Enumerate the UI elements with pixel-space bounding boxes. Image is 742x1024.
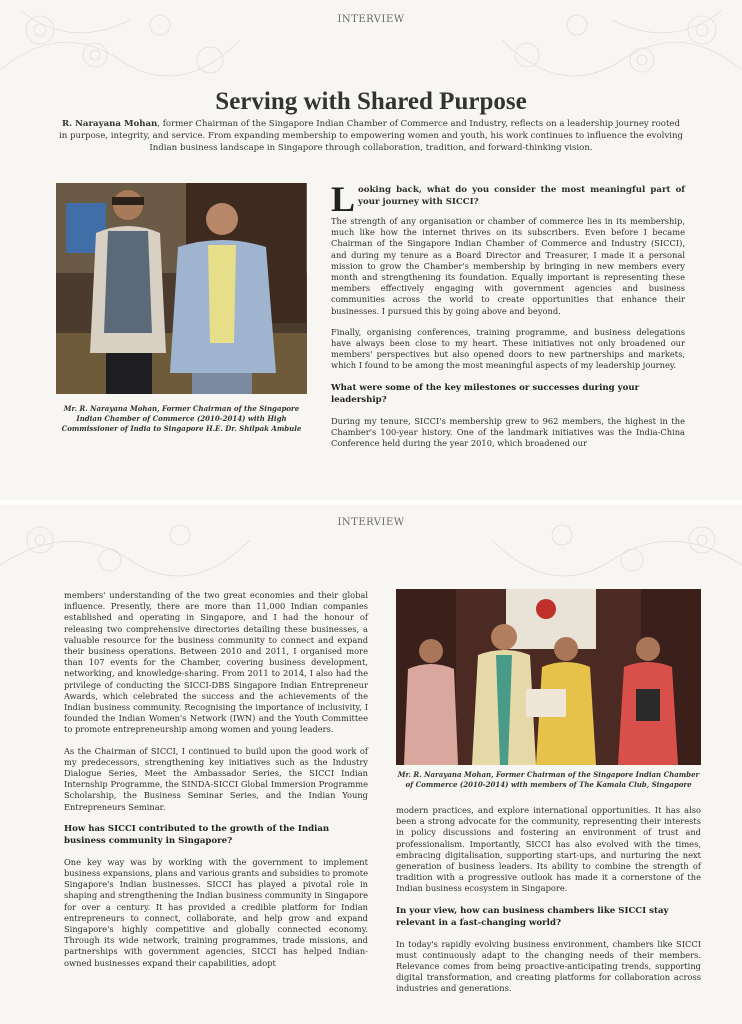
answer-paragraph: Finally, organising conferences, training programme, and business delegations have always been close to my heart. These initiatives not only broadened our members' perspectives but also opened doors to new partnerships and markets, which I found to be among the most meaningful aspects of my leadership journey.	[331, 326, 685, 371]
magazine-page-1	[0, 0, 742, 500]
drop-cap: L	[331, 179, 356, 219]
answer-paragraph: In today's rapidly evolving business environment, chambers like SICCI must continuously adapt to the changing needs of their members. Relevance comes from being proactive-anticipating trends, supporting digital transformation, and creating platforms for collaboration across industries and generations.	[396, 938, 701, 994]
answer-paragraph: As the Chairman of SICCI, I continued to build upon the good work of my predecessors, strengthening key initiatives such as the Industry Dialogue Series, Meet the Ambassador Series, the SICCI Indian Internship Programme, the SINDA-SICCI Global Immersion Programme Scholarship, the Business Seminar Series, and the Indian Young Entrepreneurs Seminar.	[64, 745, 368, 812]
intro-text: , former Chairman of the Singapore Indian Chamber of Commerce and Industry, reflects on a leadership journey rooted in purpose, integrity, and service. From expanding membership to empowering women and youth, his work continues to influence the evolving Indian business landscape in Singapore through collaboration, tradition, and forward-thinking vision.	[58, 119, 684, 153]
answer-paragraph: During my tenure, SICCI's membership grew to 962 members, the highest in the Chamber's 100-year history. One of the landmark initiatives was the India-China Conference held during the year 2010, which broadened our	[331, 415, 685, 449]
article-intro	[58, 118, 684, 154]
article-column-left	[64, 590, 368, 979]
photo-illustration	[396, 589, 701, 765]
article-column-right	[396, 805, 701, 1005]
answer-paragraph: modern practices, and explore international opportunities. It has also been a strong advocate for the community, representing their interests in policy discussions and fostering an environment of trust and professionalism. Importantly, SICCI has also evolved with the times, embracing digitalisation, supporting start-ups, and nurturing the next generation of business leaders. Its ability to combine the strength of tradition with a progressive outlook has made it a cornerstone of the Indian business ecosystem in Singapore.	[396, 805, 701, 894]
photo-chairman-with-high-commissioner	[56, 183, 307, 394]
question-3: How has SICCI contributed to the growth of the Indian business community in Singapore?	[64, 823, 330, 846]
photo-chairman-with-kamala-club	[396, 589, 701, 765]
section-label: INTERVIEW	[337, 14, 405, 25]
article-column-right	[331, 179, 685, 459]
question-1-text: ooking back, what do you consider the most meaningful part of your journey with SICCI?	[358, 185, 685, 207]
article-title: Serving with Shared Purpose	[215, 88, 527, 115]
question-4: In your view, how can business chambers like SICCI stay relevant in a fast-changing world?	[396, 905, 669, 928]
photo-illustration	[56, 183, 307, 394]
intro-name: R. Narayana Mohan	[61, 119, 158, 129]
magazine-page-2	[0, 505, 742, 1024]
answer-paragraph: The strength of any organisation or chamber of commerce lies in its membership, much like how the internet thrives on its subscribers. Even before I became Chairman of the Singapore Indian Chamber of Commerce and Industry (SICCI), and during my tenure as a Board Director and Treasurer, I made it a personal mission to grow the Chamber's membership by bringing in new members every month and strengthening its foundation. Equally important is representing these members effectively engaging with government agencies and business communities across the world to create opportunities that enhance their businesses. I pursued this by going above and beyond.	[331, 216, 685, 316]
section-label: INTERVIEW	[337, 517, 405, 528]
photo-caption: Mr. R. Narayana Mohan, Former Chairman of the Singapore Indian Chamber of Commerce (2010-2014) with High Commissioner of India to Singapore H.E. Dr. Shilpak Ambule	[61, 404, 302, 433]
question-1	[331, 179, 685, 219]
answer-paragraph: members' understanding of the two great economies and their global influence. Presently, there are more than 11,000 Indian companies established and operating in Singapore, and I had the honour of releasing two comprehensive directories detailing these businesses, a valuable resource for the business community to connect and expand their business operations. Between 2010 and 2011, I organised more than 107 events for the Chamber, covering business development, networking, and knowledge-sharing. From 2011 to 2014, I also had the privilege of conducting the SICCI-DBS Singapore Indian Entrepreneur Awards, which celebrated the success and the achievements of the Indian business community. Recognising the importance of inclusivity, I founded the Indian Women's Network (IWN) and the Youth Committee to promote entrepreneurship among women and young leaders.	[64, 590, 368, 735]
photo-caption: Mr. R. Narayana Mohan, Former Chairman of the Singapore Indian Chamber of Commerce (2010-2014) with members of The Kamala Club, Singapore	[397, 770, 700, 789]
answer-paragraph: One key way was by working with the government to implement business expansions, plans and various grants and subsidies to promote Singapore's Indian businesses. SICCI has played a pivotal role in shaping and strengthening the Indian business community in Singapore for over a century. It has provided a credible platform for Indian entrepreneurs to connect, collaborate, and help grow and expand Singapore's highly competitive and globally connected economy. Through its wide network, training programmes, trade missions, and partnerships with government agencies, SICCI has helped Indian-owned businesses expand their capabilities, adopt	[64, 856, 368, 968]
question-2: What were some of the key milestones or successes during your leadership?	[331, 382, 640, 405]
